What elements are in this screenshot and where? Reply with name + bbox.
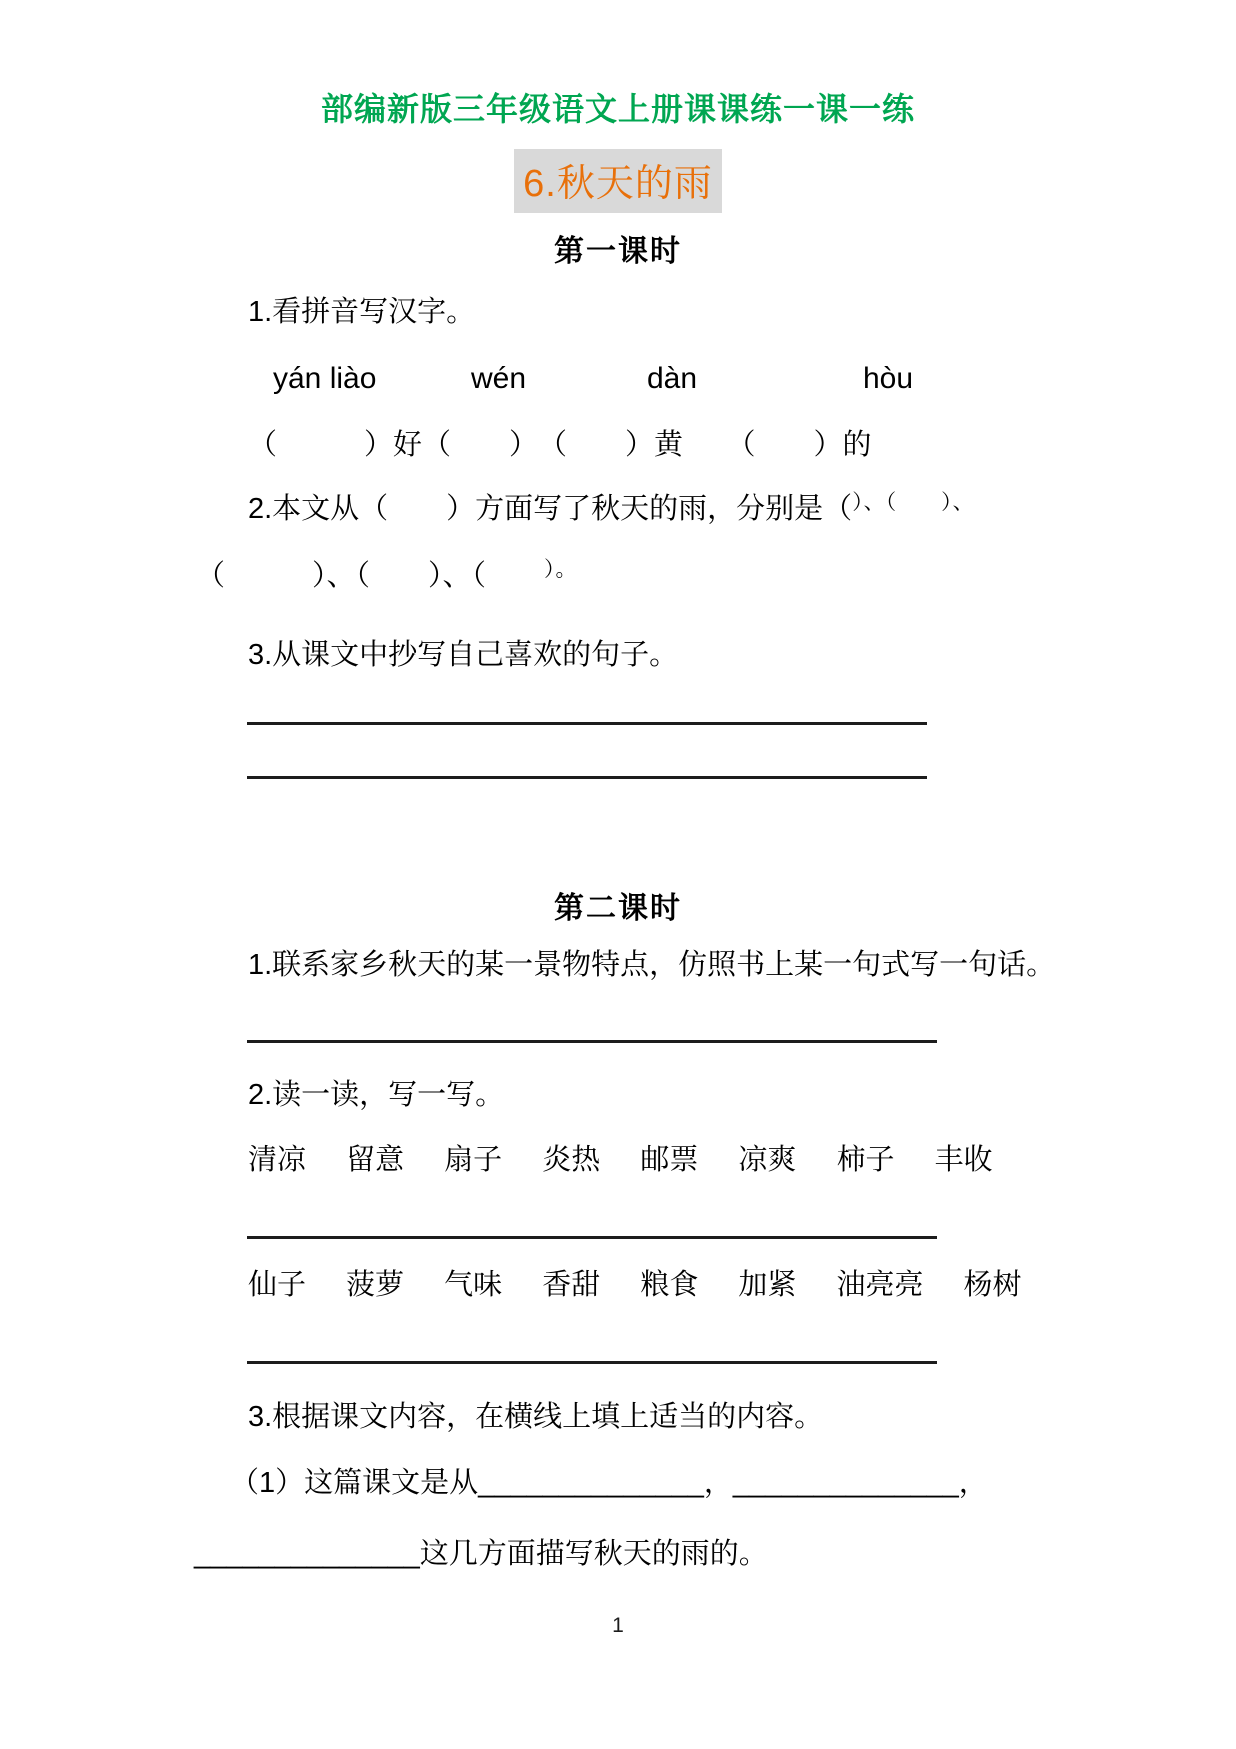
session1-q2-line1-main: 2.本文从（ ）方面写了秋天的雨，分别是（ (248, 493, 853, 525)
word-liangshuang: 凉爽 (738, 1144, 797, 1176)
word-shizi: 柿子 (836, 1144, 895, 1176)
pinyin-hou: hòu (863, 362, 914, 395)
answer-blank-line-2[interactable] (247, 776, 927, 779)
session2-q2-label: 2.读一读，写一写。 (248, 1079, 505, 1111)
word-qingliang: 清凉 (248, 1144, 307, 1176)
pinyin-yan-liao: yán liào (273, 362, 377, 395)
session2-q3-label: 3.根据课文内容，在横线上填上适当的内容。 (248, 1401, 824, 1433)
word-shanzi: 扇子 (444, 1144, 503, 1176)
word-qiwei: 气味 (444, 1269, 503, 1301)
word-fengshou: 丰收 (934, 1144, 993, 1176)
session2-q2-words-row1 (248, 1143, 993, 1177)
session2-heading: 第二课时 (554, 892, 682, 925)
word-youpiao: 邮票 (640, 1144, 699, 1176)
document-header-title: 部编新版三年级语文上册课课练一课一练 (320, 91, 915, 127)
session1-q2-line2[interactable] (196, 559, 578, 596)
session1-q1-pinyin-row (0, 362, 1236, 402)
session1-q2-line2-main: （ ）、（ ）、（ (196, 560, 545, 592)
session1-q1-label: 1.看拼音写汉字。 (248, 296, 476, 328)
session1-q1-answer-row[interactable]: （ ）好（ ） （ ）黄 （ ）的 (248, 429, 872, 461)
word-yanre: 炎热 (542, 1144, 601, 1176)
answer-blank-line-5[interactable] (247, 1361, 937, 1364)
page-number: 1 (612, 1614, 624, 1637)
session1-q2-line1-tail: ）、（ ）、 (852, 491, 975, 514)
word-xiangtian: 香甜 (542, 1269, 601, 1301)
word-xianzi: 仙子 (248, 1269, 307, 1301)
word-yangshu: 杨树 (963, 1269, 1022, 1301)
answer-blank-line-1[interactable] (247, 722, 927, 725)
word-liangshi: 粮食 (640, 1269, 699, 1301)
session1-q2-line1[interactable] (248, 492, 975, 529)
lesson-title-row (0, 149, 1236, 213)
session1-q2-line2-tail: ）。 (544, 558, 578, 581)
word-youliangliang: 油亮亮 (836, 1269, 924, 1301)
session2-q3-sub1-line2[interactable]: ______________这几方面描写秋天的雨的。 (194, 1538, 768, 1570)
pinyin-dan: dàn (647, 362, 698, 395)
session1-q3-label: 3.从课文中抄写自己喜欢的句子。 (248, 639, 679, 671)
word-boluo: 菠萝 (346, 1269, 405, 1301)
session1-heading: 第一课时 (554, 235, 682, 268)
session2-q1-label: 1.联系家乡秋天的某一景物特点，仿照书上某一句式写一句话。 (248, 949, 1056, 981)
pinyin-wen: wén (471, 362, 527, 395)
answer-blank-line-3[interactable] (247, 1040, 937, 1043)
session2-q2-words-row2 (248, 1268, 1022, 1302)
answer-blank-line-4[interactable] (247, 1236, 937, 1239)
word-liuyi: 留意 (346, 1144, 405, 1176)
session2-q3-sub1-line1[interactable]: （1）这篇课文是从______________，______________， (230, 1467, 988, 1499)
lesson-title: 6.秋天的雨 (514, 149, 722, 213)
word-jiajin: 加紧 (738, 1269, 797, 1301)
